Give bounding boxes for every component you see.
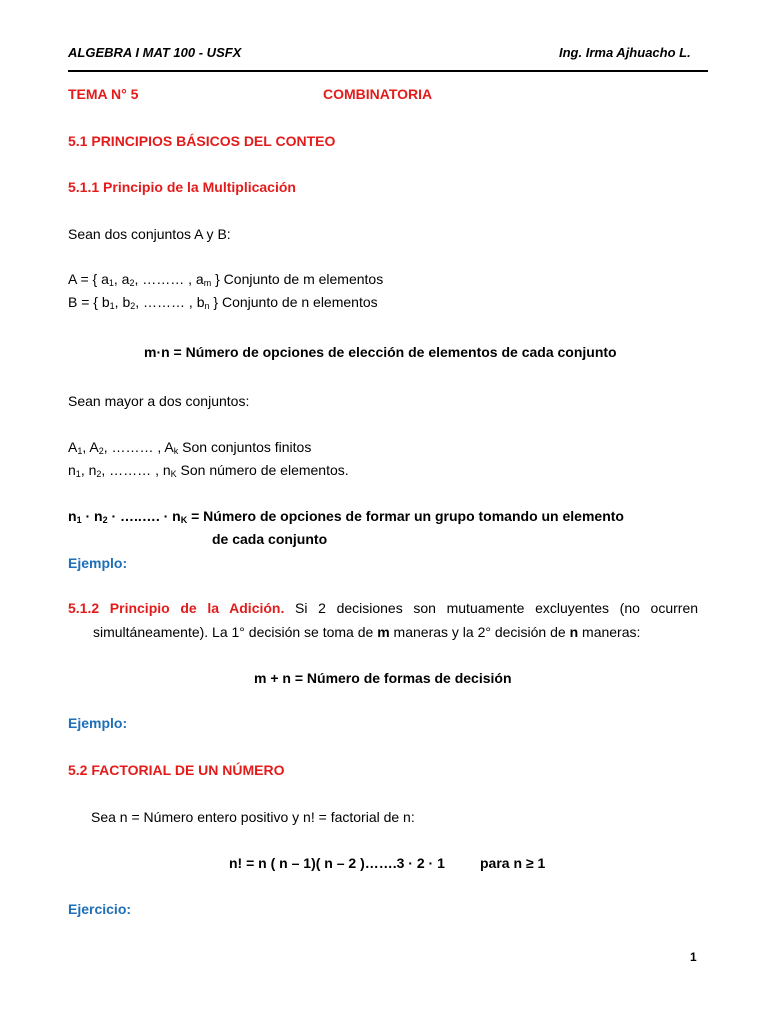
section-5-1-1-heading: 5.1.1 Principio de la Multiplicación [68,179,296,195]
set-b-definition: B = { $b_1$, $b_2$, ……… , $b_n$ } Conjunto de n elementos [68,294,378,311]
section-5-1-heading: 5.1 PRINCIPIOS BÁSICOS DEL CONTEO [68,133,336,149]
tema-title: COMBINATORIA [323,86,433,102]
page-number: 1 [690,950,697,964]
header-rule [68,70,708,72]
sets-n-list: $n_1$, $n_2$, ……… , $n_K$ Son número de elementos. [68,462,349,479]
sets-a-list: $A_1$, $A_2$, ……… , $A_k$ Son conjuntos finitos [68,439,312,456]
set-a-definition: A = { $a_1$, $a_2$, ……… , $a_m$ } Conjunto de m elementos [68,271,384,288]
section-5-1-2-heading: 5.1.2 Principio de la Adición. [68,600,285,616]
section-5-1-2-line2: simultáneamente). La 1° decisión se toma de m maneras y la 2° decisión de n maneras: [93,624,641,640]
formula-general: $n_1 \cdot n_2$ · …..…. · $n_K$ = Número de opciones de formar un grupo tomando un elemento [68,508,624,525]
section-5-2-heading: 5.2 FACTORIAL DE UN NÚMERO [68,762,285,778]
formula-general-line2: de cada conjunto [212,531,328,547]
paragraph-sea-n: Sea n = Número entero positivo y n! = factorial de n: [91,809,415,825]
section-5-1-2-line1: 5.1.2 Principio de la Adición. Si 2 decisiones son mutuamente excluyentes (no ocurren [68,600,699,616]
formula-factorial-condition: para n ≥ 1 [480,855,546,871]
paragraph-sean-dos: Sean dos conjuntos A y B: [68,226,231,242]
header-course: ALGEBRA I MAT 100 - USFX [68,45,242,60]
ejercicio-label: Ejercicio: [68,901,132,917]
formula-addition: m + n = Número de formas de decisión [254,670,512,686]
paragraph-sean-mayor: Sean mayor a dos conjuntos: [68,393,250,409]
ejemplo-label-1: Ejemplo: [68,555,128,571]
formula-multiplication: m·n = Número de opciones de elección de elementos de cada conjunto [144,344,617,360]
header-author: Ing. Irma Ajhuacho L. [559,45,691,60]
tema-label: TEMA N° 5 [68,86,139,102]
ejemplo-label-2: Ejemplo: [68,715,128,731]
formula-factorial: n! = n ( n – 1)( n – 2 )…….3 · 2 · 1 [229,855,445,871]
